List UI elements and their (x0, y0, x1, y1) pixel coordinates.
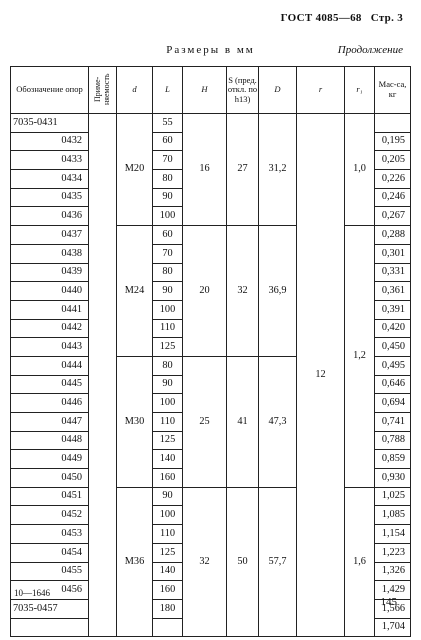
S-cell: 27 (227, 114, 259, 226)
mass-cell: 0,694 (375, 394, 411, 413)
col-D: D (259, 67, 297, 114)
mass-cell: 0,301 (375, 244, 411, 263)
specification-table (10, 66, 411, 637)
mass-cell: 1,085 (375, 506, 411, 525)
mass-cell: 0,420 (375, 319, 411, 338)
mass-cell: 0,267 (375, 207, 411, 226)
L-cell: 140 (153, 562, 183, 581)
mass-cell: 1,429 (375, 581, 411, 600)
col-designation: Обозначение опор (11, 67, 89, 114)
mass-cell: 0,495 (375, 356, 411, 375)
designation-cell: 0444 (11, 356, 89, 375)
mass-cell: 1,223 (375, 543, 411, 562)
L-cell: 70 (153, 151, 183, 170)
standard-number: ГОСТ 4085—68 (280, 12, 362, 24)
L-cell: 110 (153, 319, 183, 338)
mass-cell: 0,331 (375, 263, 411, 282)
L-cell: 100 (153, 394, 183, 413)
designation-cell: 0442 (11, 319, 89, 338)
col-S: S (пред. откл. по h13) (227, 67, 259, 114)
designation-cell: 0453 (11, 525, 89, 544)
designation-cell: 0450 (11, 469, 89, 488)
L-cell (153, 618, 183, 637)
designation-cell: 7035-0431 (11, 114, 89, 133)
designation-cell: 0449 (11, 450, 89, 469)
mass-cell: 0,930 (375, 469, 411, 488)
col-r1: r₁ (345, 67, 375, 114)
mass-cell: 0,246 (375, 188, 411, 207)
L-cell: 125 (153, 543, 183, 562)
mass-cell: 1,025 (375, 487, 411, 506)
table-row (11, 114, 411, 133)
mass-cell: 0,226 (375, 170, 411, 189)
L-cell: 140 (153, 450, 183, 469)
d-cell: M24 (117, 226, 153, 357)
d-cell: M20 (117, 114, 153, 226)
designation-cell: 0436 (11, 207, 89, 226)
designation-cell: 0432 (11, 132, 89, 151)
col-d: d (117, 67, 153, 114)
L-cell: 60 (153, 132, 183, 151)
L-cell: 70 (153, 244, 183, 263)
L-cell: 160 (153, 469, 183, 488)
L-cell: 160 (153, 581, 183, 600)
H-cell: 32 (183, 487, 227, 637)
L-cell: 125 (153, 431, 183, 450)
mass-cell: 0,288 (375, 226, 411, 245)
r1-cell: 1,2 (345, 226, 375, 488)
designation-cell (11, 618, 89, 637)
mass-cell: 1,326 (375, 562, 411, 581)
table-row (11, 226, 411, 245)
designation-cell: 0454 (11, 543, 89, 562)
L-cell: 90 (153, 487, 183, 506)
designation-cell: 0455 (11, 562, 89, 581)
L-cell: 80 (153, 170, 183, 189)
L-cell: 100 (153, 506, 183, 525)
H-cell: 20 (183, 226, 227, 357)
mass-cell: 0,205 (375, 151, 411, 170)
designation-cell: 0445 (11, 375, 89, 394)
designation-cell: 0448 (11, 431, 89, 450)
designation-cell: 0447 (11, 413, 89, 432)
L-cell: 90 (153, 375, 183, 394)
designation-cell: 0451 (11, 487, 89, 506)
D-cell: 57,7 (259, 487, 297, 637)
L-cell: 80 (153, 263, 183, 282)
d-cell: M36 (117, 487, 153, 637)
col-mass: Мас-са, кг (375, 67, 411, 114)
D-cell: 47,3 (259, 356, 297, 487)
d-cell: M30 (117, 356, 153, 487)
S-cell: 41 (227, 356, 259, 487)
designation-cell: 0438 (11, 244, 89, 263)
mass-cell: 0,391 (375, 300, 411, 319)
col-r: r (297, 67, 345, 114)
dimensions-caption: Размеры в мм (166, 44, 255, 56)
designation-cell: 0443 (11, 338, 89, 357)
designation-cell: 0440 (11, 282, 89, 301)
mass-cell: 0,646 (375, 375, 411, 394)
designation-cell: 0437 (11, 226, 89, 245)
designation-cell: 7035-0457 (11, 599, 89, 618)
mass-cell: 0,195 (375, 132, 411, 151)
r1-cell: 1,0 (345, 114, 375, 226)
L-cell: 90 (153, 188, 183, 207)
designation-cell: 0435 (11, 188, 89, 207)
designation-cell: 0441 (11, 300, 89, 319)
mass-cell: 0,361 (375, 282, 411, 301)
mass-cell: 0,788 (375, 431, 411, 450)
L-cell: 60 (153, 226, 183, 245)
page-label: Стр. 3 (370, 12, 403, 24)
applicability-cell (89, 114, 117, 637)
mass-cell (375, 114, 411, 133)
H-cell: 16 (183, 114, 227, 226)
L-cell: 100 (153, 300, 183, 319)
designation-cell: 0456 (11, 581, 89, 600)
r-cell: 12 (297, 114, 345, 637)
r1-cell: 1,6 (345, 487, 375, 637)
mass-cell: 0,450 (375, 338, 411, 357)
designation-cell: 0433 (11, 151, 89, 170)
L-cell: 125 (153, 338, 183, 357)
designation-cell: 0434 (11, 170, 89, 189)
page-header (281, 12, 403, 24)
mass-cell: 0,741 (375, 413, 411, 432)
S-cell: 32 (227, 226, 259, 357)
L-cell: 110 (153, 413, 183, 432)
col-applicability: Приме-няемость (89, 67, 117, 114)
mass-cell: 1,154 (375, 525, 411, 544)
mass-cell: 1,704 (375, 618, 411, 637)
designation-cell: 0439 (11, 263, 89, 282)
L-cell: 110 (153, 525, 183, 544)
footer-print-code: 10—1646 (14, 588, 50, 598)
L-cell: 100 (153, 207, 183, 226)
designation-cell: 0452 (11, 506, 89, 525)
page-number: 145 (380, 596, 397, 608)
S-cell: 50 (227, 487, 259, 637)
table-row (11, 487, 411, 506)
L-cell: 180 (153, 599, 183, 618)
continuation-label: Продолжение (337, 44, 403, 56)
D-cell: 36,9 (259, 226, 297, 357)
table-header-row (11, 67, 411, 114)
L-cell: 55 (153, 114, 183, 133)
col-L: L (153, 67, 183, 114)
L-cell: 80 (153, 356, 183, 375)
designation-cell: 0446 (11, 394, 89, 413)
mass-cell: 0,859 (375, 450, 411, 469)
L-cell: 90 (153, 282, 183, 301)
H-cell: 25 (183, 356, 227, 487)
col-H: H (183, 67, 227, 114)
D-cell: 31,2 (259, 114, 297, 226)
mass-cell: 1,566 (375, 599, 411, 618)
